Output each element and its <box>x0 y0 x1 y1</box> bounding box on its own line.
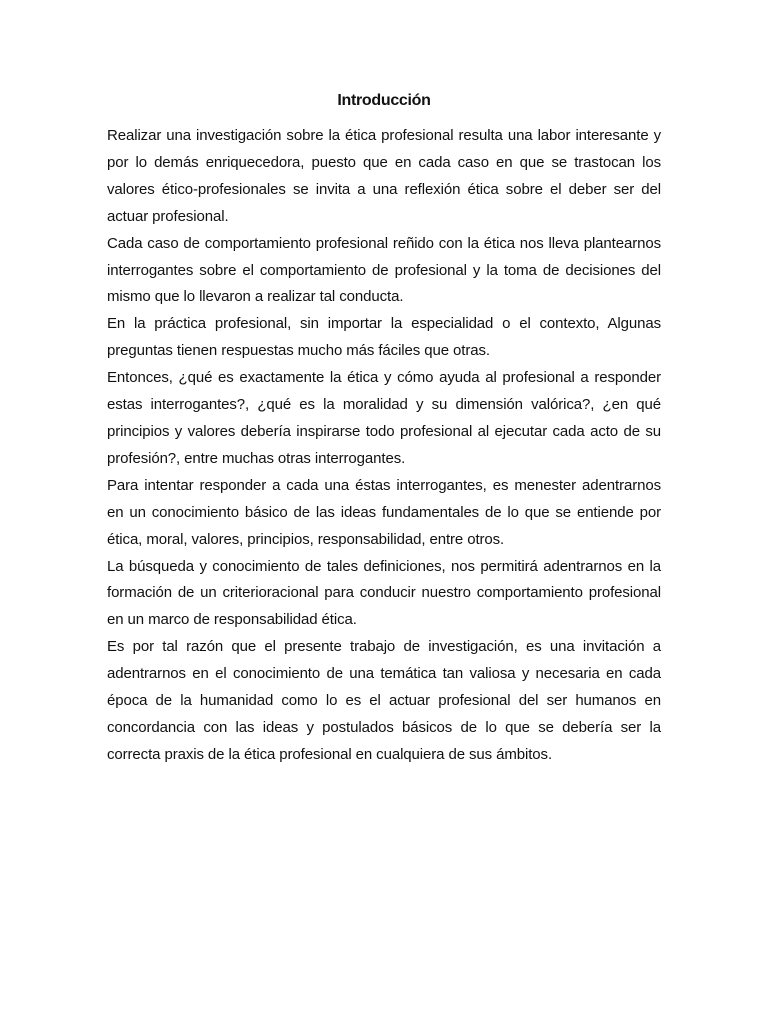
paragraph-2: Cada caso de comportamiento profesional reñido con la ética nos lleva plantearnos interrogantes sobre el comportamiento de profesional y la toma de decisiones del mismo que lo llevaron a realizar tal conducta. <box>107 234 661 306</box>
document-body <box>107 123 661 769</box>
paragraph-4: Entonces, ¿qué es exactamente la ética y cómo ayuda al profesional a responder estas interrogantes?, ¿qué es la moralidad y su dimensión valórica?, ¿en qué principios y valores debería inspirarse todo profesional al ejecutar cada acto de su profesión?, entre muchas otras interrogantes. <box>107 369 661 467</box>
paragraph-3: En la práctica profesional, sin importar la especialidad o el contexto, Algunas preguntas tienen respuestas mucho más fáciles que otras. <box>107 315 661 360</box>
paragraph-7: Es por tal razón que el presente trabajo de investigación, es una invitación a adentrarnos en el conocimiento de una temática tan valiosa y necesaria en cada época de la humanidad como lo es el actuar profesional del ser humanos en concordancia con las ideas y postulados básicos de lo que se debería ser la correcta praxis de la ética profesional en cualquiera de sus ámbitos. <box>107 638 661 763</box>
paragraph-5: Para intentar responder a cada una éstas interrogantes, es menester adentrarnos en un conocimiento básico de las ideas fundamentales de lo que se entiende por ética, moral, valores, principios, responsabilidad, entre otros. <box>107 476 661 548</box>
paragraph-1: Realizar una investigación sobre la ética profesional resulta una labor interesante y por lo demás enriquecedora, puesto que en cada caso en que se trastocan los valores ético-profesionales se invita a una reflexión ética sobre el deber ser del actuar profesional. <box>107 127 661 225</box>
document-title: Introducción <box>337 92 431 109</box>
paragraph-6: La búsqueda y conocimiento de tales definiciones, nos permitirá adentrarnos en la formación de un criterioracional para conducir nuestro comportamiento profesional en un marco de responsabilidad ética. <box>107 557 661 629</box>
